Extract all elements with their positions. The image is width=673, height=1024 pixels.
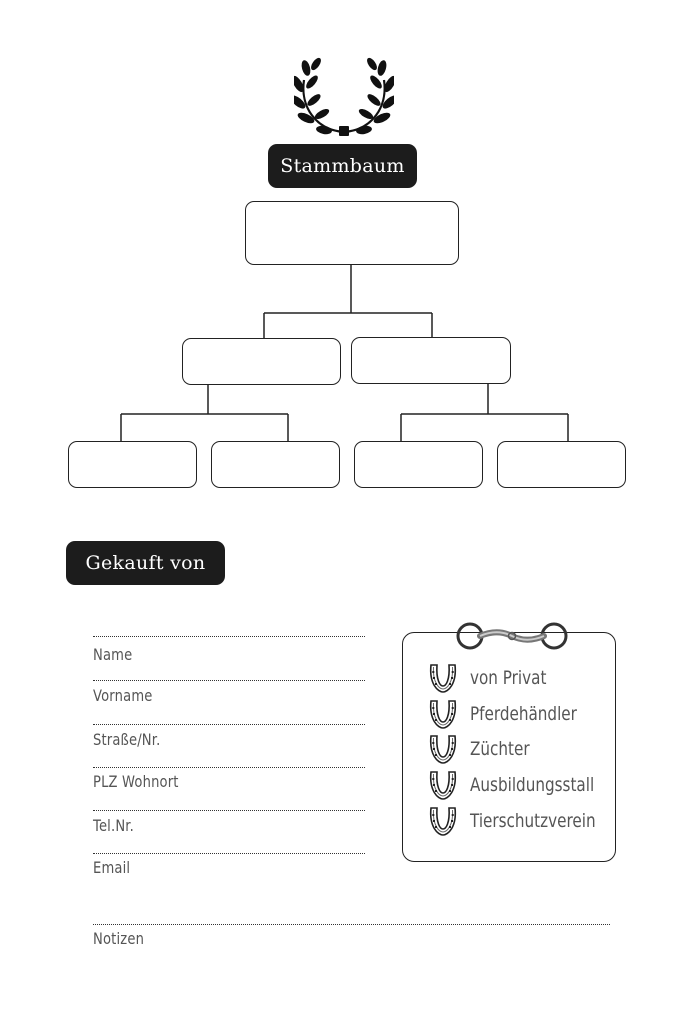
field-line[interactable] xyxy=(93,853,365,854)
snaffle-bit-icon xyxy=(454,618,572,654)
field-line[interactable] xyxy=(93,680,365,681)
field-label-plz-wohnort: PLZ Wohnort xyxy=(93,772,179,791)
seller-option-label: Züchter xyxy=(470,738,530,760)
seller-option-label: Ausbildungsstall xyxy=(470,774,595,796)
horseshoe-icon xyxy=(426,698,460,730)
page-title-text: Stammbaum xyxy=(280,155,405,177)
field-label-vorname: Vorname xyxy=(93,686,153,705)
pedigree-box-sire-dam[interactable] xyxy=(211,441,340,488)
horseshoe-icon xyxy=(426,662,460,694)
field-label-telefon: Tel.Nr. xyxy=(93,816,134,835)
seller-option-label: Tierschutzverein xyxy=(470,810,596,832)
seller-option-tierschutzverein[interactable] xyxy=(426,805,627,837)
horseshoe-icon xyxy=(426,733,460,765)
pedigree-box-horse[interactable] xyxy=(245,201,459,265)
seller-option-pferdehaendler[interactable] xyxy=(426,698,604,730)
seller-option-zuechter[interactable] xyxy=(426,733,545,765)
section-heading-text: Gekauft von xyxy=(85,552,206,574)
field-line[interactable] xyxy=(93,724,365,725)
pedigree-box-dam-sire[interactable] xyxy=(354,441,483,488)
field-label-email: Email xyxy=(93,858,131,877)
section-heading xyxy=(66,541,225,585)
seller-option-ausbildungsstall[interactable] xyxy=(426,769,625,801)
horseshoe-icon xyxy=(426,805,460,837)
notes-label: Notizen xyxy=(93,929,145,948)
field-line[interactable] xyxy=(93,810,365,811)
pedigree-box-dam-dam[interactable] xyxy=(497,441,626,488)
pedigree-box-sire[interactable] xyxy=(182,338,341,385)
field-line[interactable] xyxy=(93,767,365,768)
pedigree-box-dam[interactable] xyxy=(351,337,511,384)
horseshoe-icon xyxy=(426,769,460,801)
field-label-strasse: Straße/Nr. xyxy=(93,730,161,749)
pedigree-box-sire-sire[interactable] xyxy=(68,441,197,488)
notes-line[interactable] xyxy=(93,924,610,925)
seller-option-label: Pferdehändler xyxy=(470,703,577,725)
seller-option-label: von Privat xyxy=(470,667,547,689)
field-line[interactable] xyxy=(93,636,365,637)
field-label-name: Name xyxy=(93,645,133,664)
seller-option-privat[interactable] xyxy=(426,662,566,694)
